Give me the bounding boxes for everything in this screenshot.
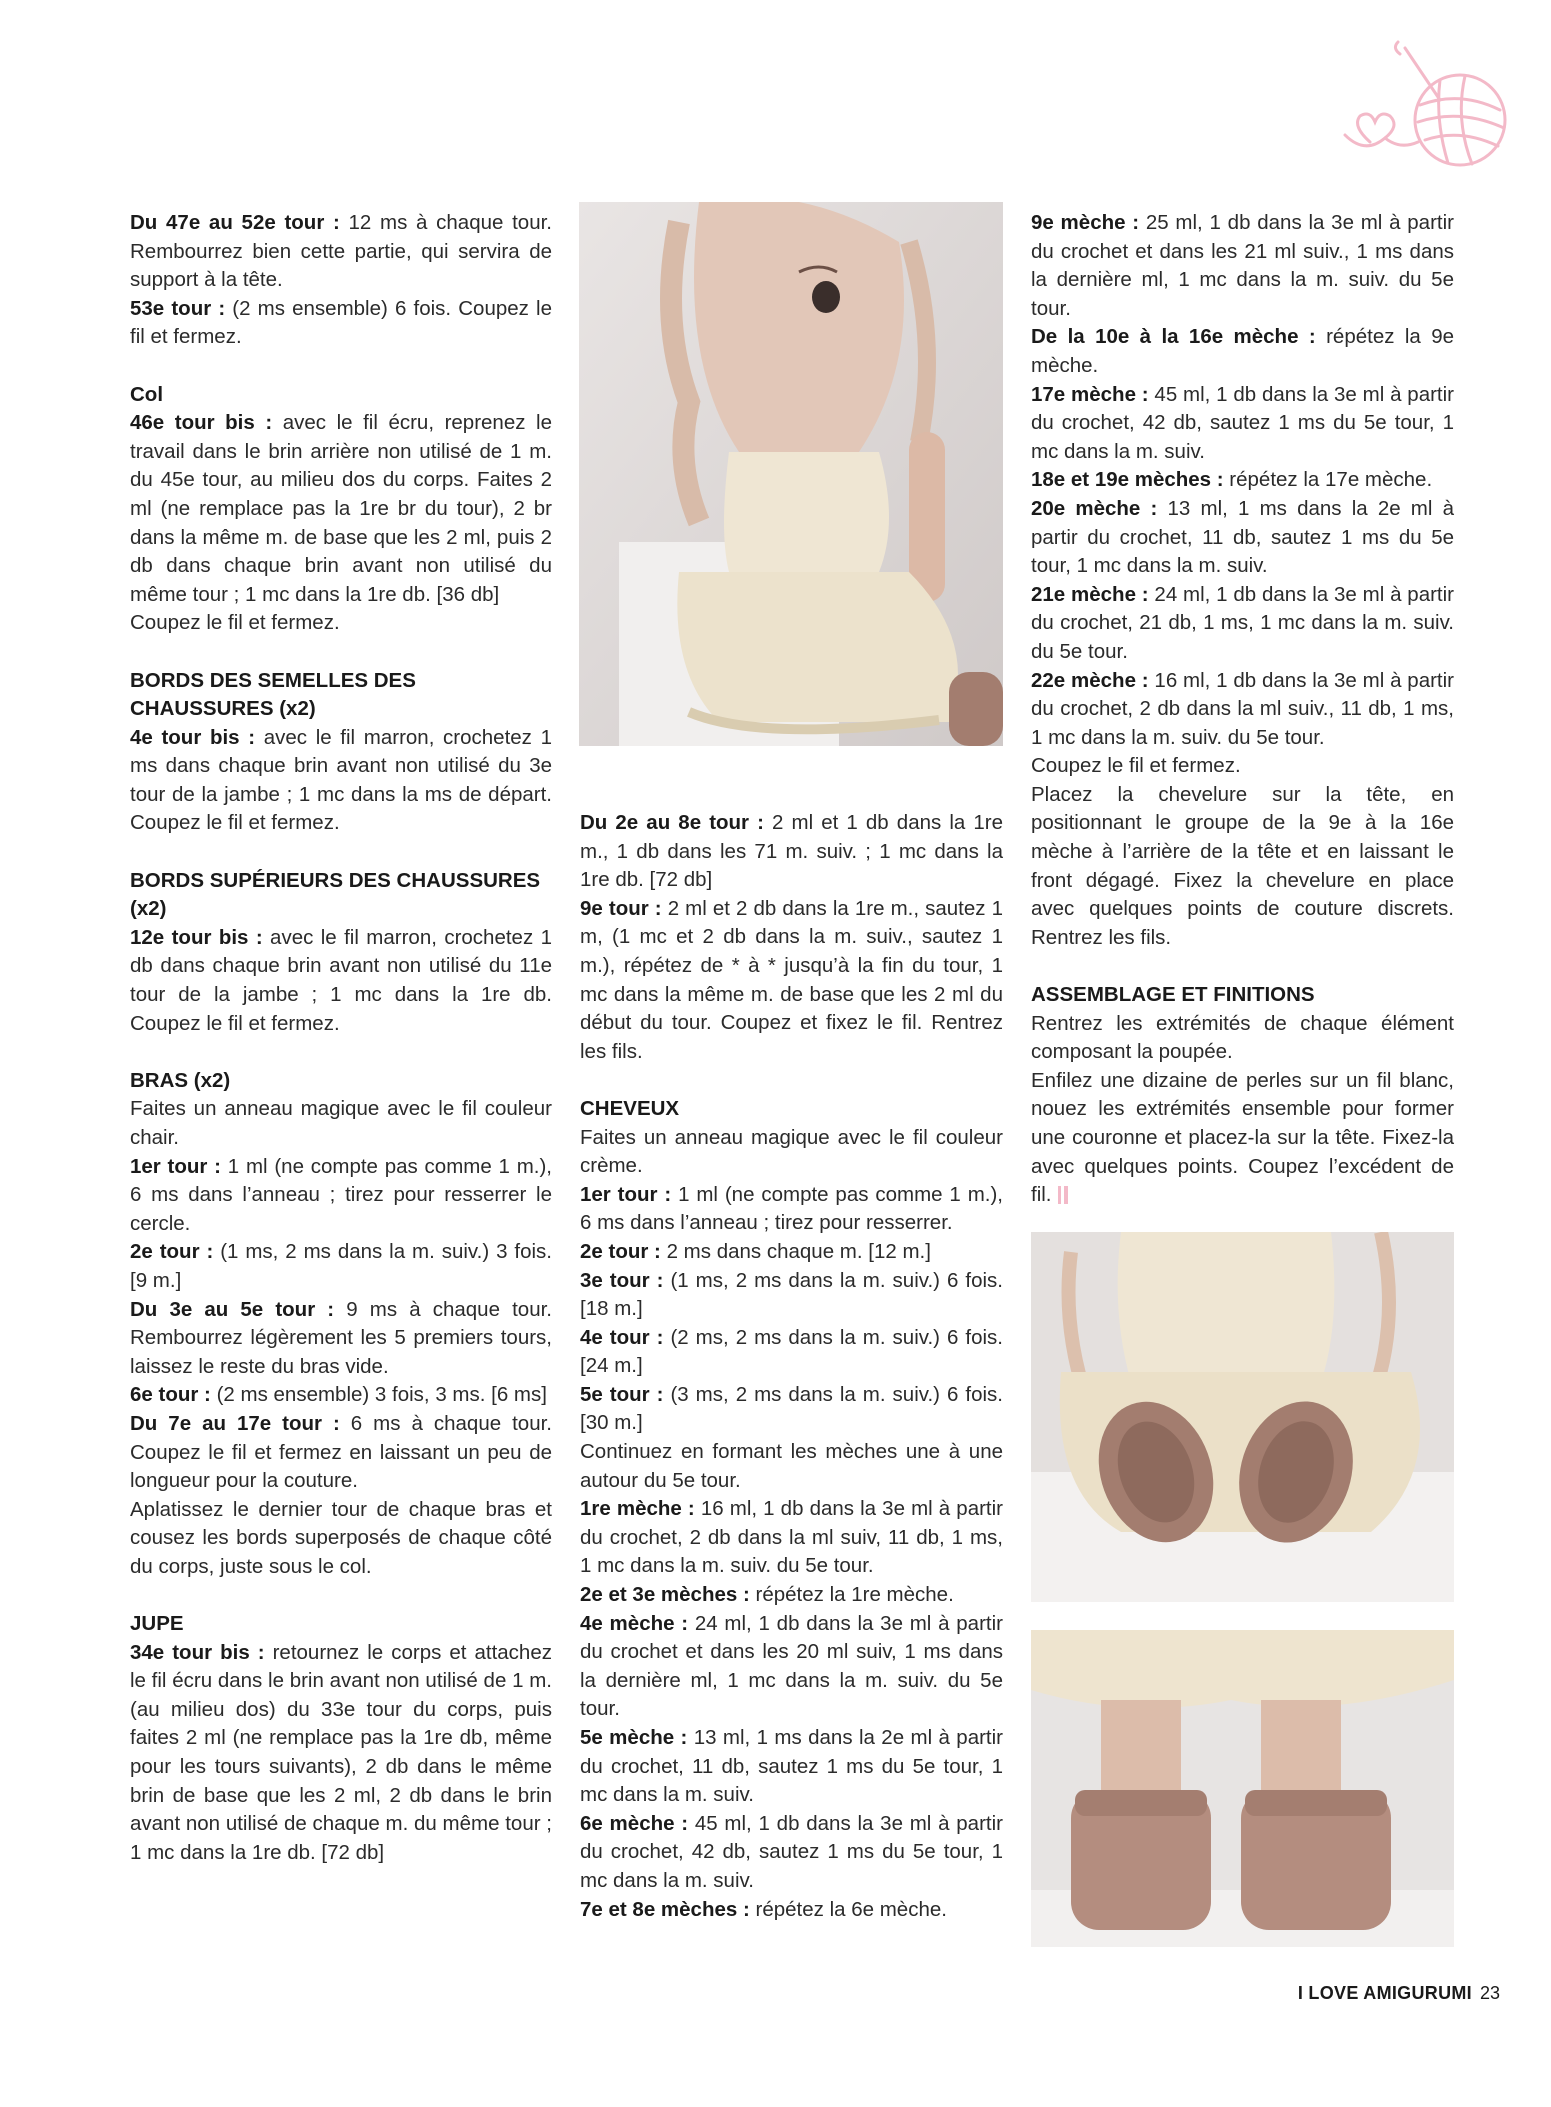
paragraph: Continuez en formant les mèches une à une autour du 5e tour.: [580, 1440, 1003, 1492]
paragraph: Aplatissez le dernier tour de chaque bras et cousez les bords superposés de chaque côté du corps, juste sous le col.: [130, 1497, 552, 1578]
paragraph: 6e mèche : 45 ml, 1 db dans la 3e ml à partir du crochet, 42 db, sautez 1 ms du 5e tour, 1 mc dans la m. suiv.: [580, 1811, 1003, 1892]
paragraph: 7e et 8e mèches : répétez la 6e mèche.: [580, 1897, 947, 1921]
paragraph: Du 3e au 5e tour : 9 ms à chaque tour. Rembourrez légèrement les 5 premiers tours, laissez le reste du bras vide.: [130, 1297, 552, 1378]
section-heading-semelles: BORDS DES SEMELLES DES CHAUSSURES (x2): [130, 668, 416, 721]
end-mark-icon: [1058, 1186, 1068, 1204]
paragraph: 4e tour : (2 ms, 2 ms dans la m. suiv.) 6 fois. [24 m.]: [580, 1325, 1003, 1378]
section-heading-cheveux: CHEVEUX: [580, 1096, 680, 1120]
paragraph: 2e tour : (1 ms, 2 ms dans la m. suiv.) 3 fois. [9 m.]: [130, 1240, 552, 1292]
paragraph: 9e tour : 2 ml et 2 db dans la 1re m., sautez 1 m, (1 mc et 2 db dans la m. suiv., sautez 1 m.), répétez de * à * jusqu’à la fin du tour, 1 mc dans la même m. de base que les 2 ml du début du tour. Coupez et fixez le fil. Rentrez les fils.: [580, 896, 1003, 1063]
paragraph: 9e mèche : 25 ml, 1 db dans la 3e ml à partir du crochet et dans les 21 ml suiv., 1 ms dans la dernière ml, 1 mc dans la m. suiv. du 5e tour.: [1031, 211, 1454, 320]
text-column-2: [580, 809, 1003, 1924]
paragraph: Du 7e au 17e tour : 6 ms à chaque tour. Coupez le fil et fermez en laissant un peu de longueur pour la couture.: [130, 1411, 552, 1493]
doll-photo: [579, 202, 1003, 746]
paragraph: 1er tour : 1 ml (ne compte pas comme 1 m.), 6 ms dans l’anneau ; tirez pour resserrer.: [580, 1182, 1003, 1235]
section-heading-superieurs: BORDS SUPÉRIEURS DES CHAUSSURES (x2): [130, 868, 541, 921]
shoe-soles-photo: [1031, 1232, 1454, 1602]
page-footer: [1200, 1983, 1500, 2004]
paragraph: 34e tour bis : retournez le corps et attachez le fil écru dans le brin avant non utilisé de 1 m. (au milieu dos) du 33e tour du corps, puis faites 2 ml (ne remplace pas la 1re db, même pour les tours suivants), 2 db dans le même brin de base que les 2 ml, 2 db dans le brin avant non utilisé de chaque m. du même tour ; 1 mc dans la 1re db. [72 db]: [130, 1640, 552, 1864]
paragraph: 21e mèche : 24 ml, 1 db dans la 3e ml à partir du crochet, 21 db, 1 ms, 1 mc dans la m. suiv. du 5e tour.: [1031, 582, 1454, 663]
paragraph: Faites un anneau magique avec le fil couleur crème.: [580, 1125, 1003, 1178]
paragraph: Faites un anneau magique avec le fil couleur chair.: [130, 1097, 552, 1149]
paragraph: Coupez le fil et fermez.: [130, 611, 340, 635]
text-column-1: [130, 209, 552, 1867]
paragraph: 18e et 19e mèches : répétez la 17e mèche.: [1031, 468, 1433, 492]
paragraph: 2e tour : 2 ms dans chaque m. [12 m.]: [580, 1239, 931, 1263]
paragraph: Du 47e au 52e tour : 12 ms à chaque tour. Rembourrez bien cette partie, qui servira de support à la tête.: [130, 211, 552, 292]
section-heading-bras: BRAS (x2): [130, 1068, 231, 1092]
section-heading-col: Col: [130, 382, 164, 406]
boots-photo: [1031, 1630, 1454, 1947]
paragraph: Rentrez les extrémités de chaque élément composant la poupée.: [1031, 1011, 1454, 1064]
paragraph: 22e mèche : 16 ml, 1 db dans la 3e ml à partir du crochet, 2 db dans la ml suiv., 11 db, 1 ms, 1 mc dans la m. suiv. du 5e tour.: [1031, 668, 1454, 749]
paragraph: Placez la chevelure sur la tête, en positionnant le groupe de la 9e à la 16e mèche à l’arrière de la tête et en laissant le front dégagé. Fixez la chevelure en place avec quelques points de couture discrets. Rentrez les fils.: [1031, 782, 1454, 949]
yarn-ball-logo: [1340, 30, 1540, 180]
section-heading-jupe: JUPE: [130, 1612, 184, 1636]
paragraph: 4e mèche : 24 ml, 1 db dans la 3e ml à partir du crochet et dans les 20 ml suiv, 1 ms dans la dernière ml, 1 mc dans la m. suiv. du 5e tour.: [580, 1611, 1003, 1721]
paragraph: 1re mèche : 16 ml, 1 db dans la 3e ml à partir du crochet, 2 db dans la ml suiv, 11 db, 1 ms, 1 mc dans la m. suiv. du 5e tour.: [580, 1497, 1003, 1578]
paragraph: Du 2e au 8e tour : 2 ml et 1 db dans la 1re m., 1 db dans les 71 m. suiv. ; 1 mc dans la 1re db. [72 db]: [580, 811, 1003, 892]
paragraph: De la 10e à la 16e mèche : répétez la 9e mèche.: [1031, 325, 1454, 377]
paragraph: 5e mèche : 13 ml, 1 ms dans la 2e ml à partir du crochet, 11 db, sautez 1 ms du 5e tour, 1 mc dans la m. suiv.: [580, 1726, 1003, 1807]
text-column-3: [1031, 209, 1454, 1210]
paragraph: 3e tour : (1 ms, 2 ms dans la m. suiv.) 6 fois. [18 m.]: [580, 1268, 1003, 1321]
paragraph: 4e tour bis : avec le fil marron, crochetez 1 ms dans chaque brin avant non utilisé du 3e tour de la jambe ; 1 mc dans la ms de départ. Coupez le fil et fermez.: [130, 725, 552, 835]
paragraph: 2e et 3e mèches : répétez la 1re mèche.: [580, 1583, 954, 1607]
paragraph: Enfilez une dizaine de perles sur un fil blanc, nouez les extrémités ensemble pour former une couronne et placez-la sur la tête. Fixez-la avec quelques points. Coupez l’excédent de fil.: [1031, 1068, 1454, 1207]
paragraph: 53e tour : (2 ms ensemble) 6 fois. Coupez le fil et fermez.: [130, 296, 552, 349]
paragraph: 17e mèche : 45 ml, 1 db dans la 3e ml à partir du crochet, 42 db, sautez 1 ms du 5e tour, 1 mc dans la m. suiv.: [1031, 382, 1454, 463]
paragraph: 5e tour : (3 ms, 2 ms dans la m. suiv.) 6 fois. [30 m.]: [580, 1382, 1003, 1435]
paragraph: 20e mèche : 13 ml, 1 ms dans la 2e ml à partir du crochet, 11 db, sautez 1 ms du 5e tour, 1 mc dans la m. suiv.: [1031, 496, 1454, 578]
paragraph: 46e tour bis : avec le fil écru, reprenez le travail dans le brin arrière non utilisé de 1 m. du 45e tour, au milieu dos du corps. Faites 2 ml (ne remplace pas la 1re br du tour), 2 br dans la même m. de base que les 2 ml, puis 2 db dans chaque brin avant non utilisé du même tour ; 1 mc dans la 1re db. [36 db]: [130, 411, 552, 606]
magazine-name: I LOVE AMIGURUMI: [1297, 1983, 1472, 2003]
page-number: 23: [1479, 1983, 1500, 2003]
paragraph: 1er tour : 1 ml (ne compte pas comme 1 m.), 6 ms dans l’anneau ; tirez pour resserrer le cercle.: [130, 1154, 552, 1235]
paragraph: 12e tour bis : avec le fil marron, crochetez 1 db dans chaque brin avant non utilisé du 11e tour de la jambe ; 1 mc dans la 1re db. Coupez le fil et fermez.: [130, 925, 552, 1035]
section-heading-assemblage: ASSEMBLAGE ET FINITIONS: [1031, 983, 1315, 1007]
paragraph: Coupez le fil et fermez.: [1031, 754, 1241, 778]
paragraph: 6e tour : (2 ms ensemble) 3 fois, 3 ms. [6 ms]: [130, 1383, 547, 1407]
